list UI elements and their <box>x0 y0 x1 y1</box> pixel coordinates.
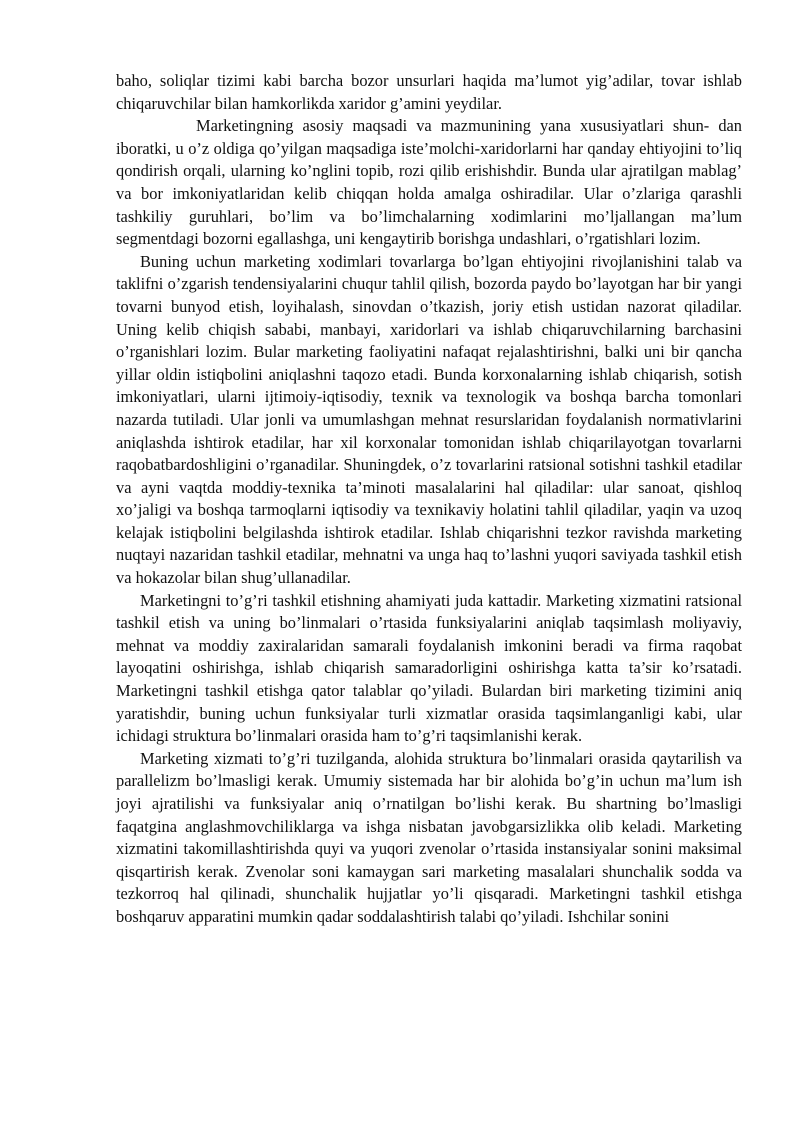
paragraph-marketing-service-structure: Marketing xizmati to’g’ri tuzilganda, alohida struktura bo’linmalari orasida qaytarilish va parallelizm bo’lmasligi kerak. Umumiy sistemada har bir alohida bo’g’in uchun ma’lum ish joyi ajratilishi va funksiyalar aniq o’rnatilgan bo’lishi kerak. Bu shartning bo’lmasligi faqatgina anglashmovchiliklarga va ishga nisbatan javobgarsizlikka olib keladi. Marketing xizmatini takomillashtirishda quyi va yuqori zvenolar o’rtasida instansiyalar sonini maksimal qisqartirish kerak. Zvenolar soni kamaygan sari marketing masalalari shunchalik sodda va tezkorroq hal qilinadi, shunchalik hujjatlar yo’li qisqaradi. Marketingni tashkil etishga boshqaruv apparatini mumkin qadar soddalashtirish talabi qo’yiladi. Ishchilar sonini <box>116 748 742 926</box>
paragraph-marketing-organization: Marketingni to’g’ri tashkil etishning ahamiyati juda kattadir. Marketing xizmatini ratsional tashkil etish va uning bo’linmalari o’rtasida funksiyalarini aniqlab taqsimlash moliyaviy, mehnat va moddiy zaxiralaridan samarali foydalanish imkonini beradi va firma raqobat layoqatini oshirishga, ishlab chiqarish samaradorligini oshirishga katta ta’sir ko’rsatadi. Marketingni tashkil etishga qator talablar qo’yiladi. Bulardan biri marketing tizimini aniq yaratishdir, buning uchun funksiyalar turli xizmatlar orasida taqsimlanganligi kabi, ular ichidagi struktura bo’linmalari orasida ham to’g’ri taqsimlanishi kerak. <box>116 590 742 746</box>
document-page <box>116 70 742 929</box>
paragraph-continuation: baho, soliqlar tizimi kabi barcha bozor unsurlari haqida ma’lumot yig’adilar, tovar ishlab chiqaruvchilar bilan hamkorlikda xaridor g’amini yeydilar. <box>116 71 742 113</box>
paragraph-marketing-goal: Marketingning asosiy maqsadi va mazmunining yana xususiyatlari shun- dan iboratki, u o’z oldiga qo’yilgan maqsadiga iste’molchi-xaridorlarni har qanday ehtiyojini to’liq qondirish orqali, ularning ko’nglini topib, rozi qilib erishishdir. Bunda ular ajratilgan mablag’ va bor imkoniyatlaridan kelib chiqqan holda amalga oshiradilar. Ular o’zlariga qarashli tashkiliy guruhlari, bo’lim va bo’limchalarning xodimlarini mo’ljallangan ma’lum segmentdagi bozorni egallashga, uni kengaytirib borishga undashlari, o’rgatishlari lozim. <box>116 116 742 249</box>
paragraph-marketing-staff: Buning uchun marketing xodimlari tovarlarga bo’lgan ehtiyojini rivojlanishini talab va taklifni o’zgarish tendensiyalarini chuqur tahlil qilish, bozorda paydo bo’layotgan har bir yangi tovarni bunyod etish, loyihalash, sinovdan o’tkazish, joriy etish ustidan nazorat qiladilar. Uning kelib chiqish sababi, manbayi, xaridorlari va ishlab chiqaruvchilarning barchasini o’rganishlari lozim. Bular marketing faoliyatini nafaqat rejalashtirishni, balki uni bir qancha yillar oldin istiqbolini aniqlashni taqozo etadi. Bunda korxonalarning ishlab chiqarish, sotish imkoniyatlari, ularni ijtimoiy-iqtisodiy, texnik va texnologik va boshqa barcha tomonlari nazarda tutiladi. Ular jonli va umumlashgan mehnat resurslaridan foydalanish normativlarini aniqlashda ishtirok etadilar, har xil korxonalar tomonidan ishlab chiqarilayotgan tovarlarni raqobatbardoshligini o’rganadilar. Shuningdek, o’z tovarlarini ratsional sotishni tashkil etadilar va ayni vaqtda moddiy-texnika ta’minoti masalalarini hal qiladilar: ular sanoat, qishloq xo’jaligi va boshqa tarmoqlarni iqtisodiy va texnikaviy holatini tahlil qiladilar, yaqin va uzoq kelajak istiqbolini belgilashda ishtirok etadilar. Ishlab chiqarishni tezkor ravishda marketing nuqtayi nazaridan tashkil etadilar, mehnatni va unga haq to’lashni yuqori saviyada tashkil etish va hokazolar bilan shug’ullanadilar. <box>116 251 742 588</box>
